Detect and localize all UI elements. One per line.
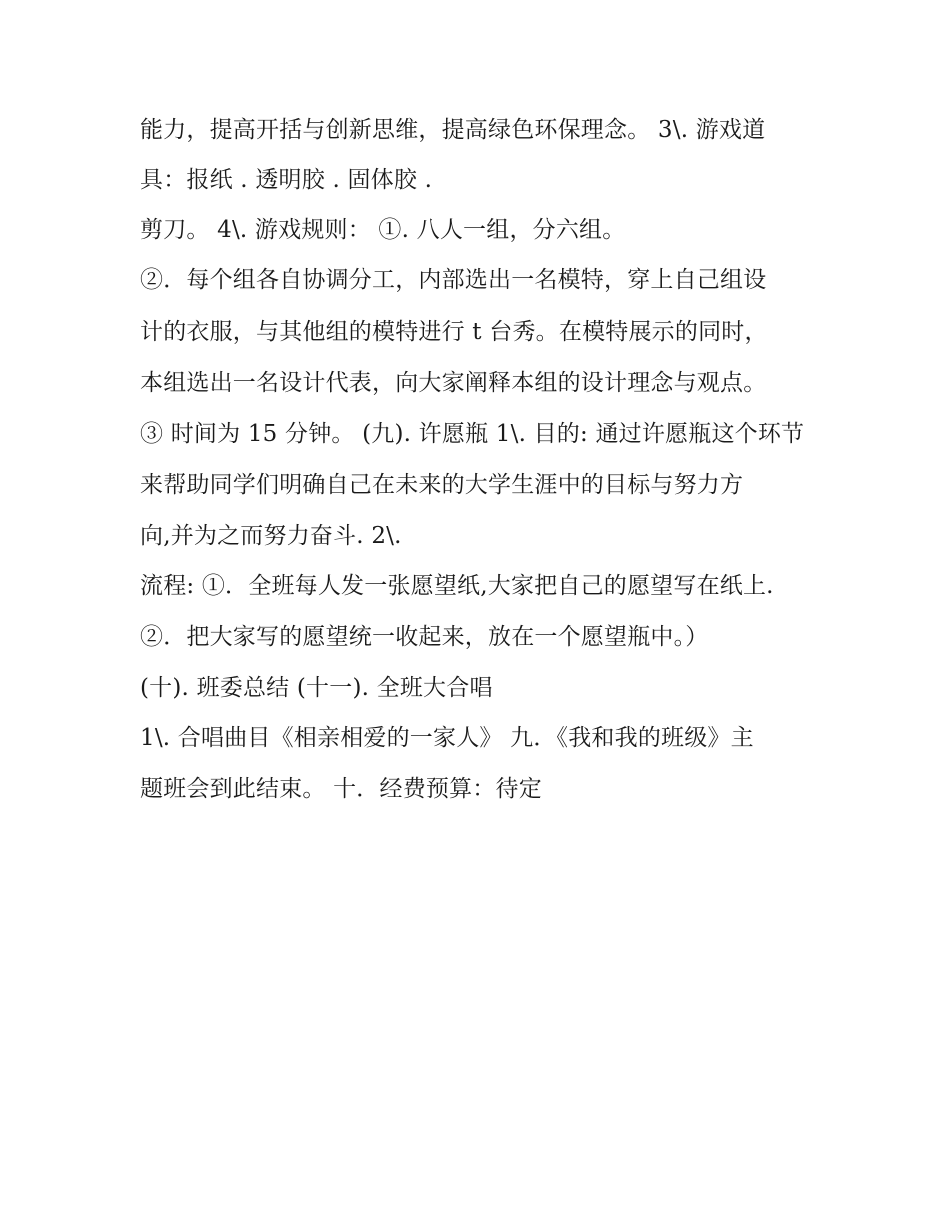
text-line: ②．把大家写的愿望统一收起来，放在一个愿望瓶中。） bbox=[140, 624, 709, 650]
text-line: (十). 班委总结 (十一). 全班大合唱 bbox=[140, 675, 493, 701]
text-line: 流程: ①．全班每人发一张愿望纸,大家把自己的愿望写在纸上. bbox=[140, 573, 774, 599]
text-line: 具：报纸 . 透明胶 . 固体胶 . bbox=[140, 167, 433, 193]
text-line: 计的衣服，与其他组的模特进行 t 台秀。在模特展示的同时， bbox=[140, 319, 768, 345]
text-line: 向,并为之而努力奋斗. 2\. bbox=[140, 523, 402, 549]
text-line: 能力，提高开括与创新思维，提高绿色环保理念。 3\. 游戏道 bbox=[140, 117, 766, 143]
text-line: 1\. 合唱曲目《相亲相爱的一家人》 九．《我和我的班级》主 bbox=[140, 725, 754, 751]
text-line: 剪刀。 4\. 游戏规则： ①. 八人一组，分六组。 bbox=[140, 217, 626, 243]
text-line: 本组选出一名设计代表，向大家阐释本组的设计理念与观点。 bbox=[140, 370, 767, 396]
text-line: ②．每个组各自协调分工，内部选出一名模特，穿上自己组设 bbox=[140, 267, 767, 293]
text-line: ③ 时间为 15 分钟。 (九). 许愿瓶 1\. 目的: 通过许愿瓶这个环节 bbox=[140, 421, 805, 447]
text-line: 题班会到此结束。 十．经费预算：待定 bbox=[140, 776, 542, 802]
text-line: 来帮助同学们明确自己在未来的大学生涯中的目标与努力方 bbox=[140, 472, 744, 498]
